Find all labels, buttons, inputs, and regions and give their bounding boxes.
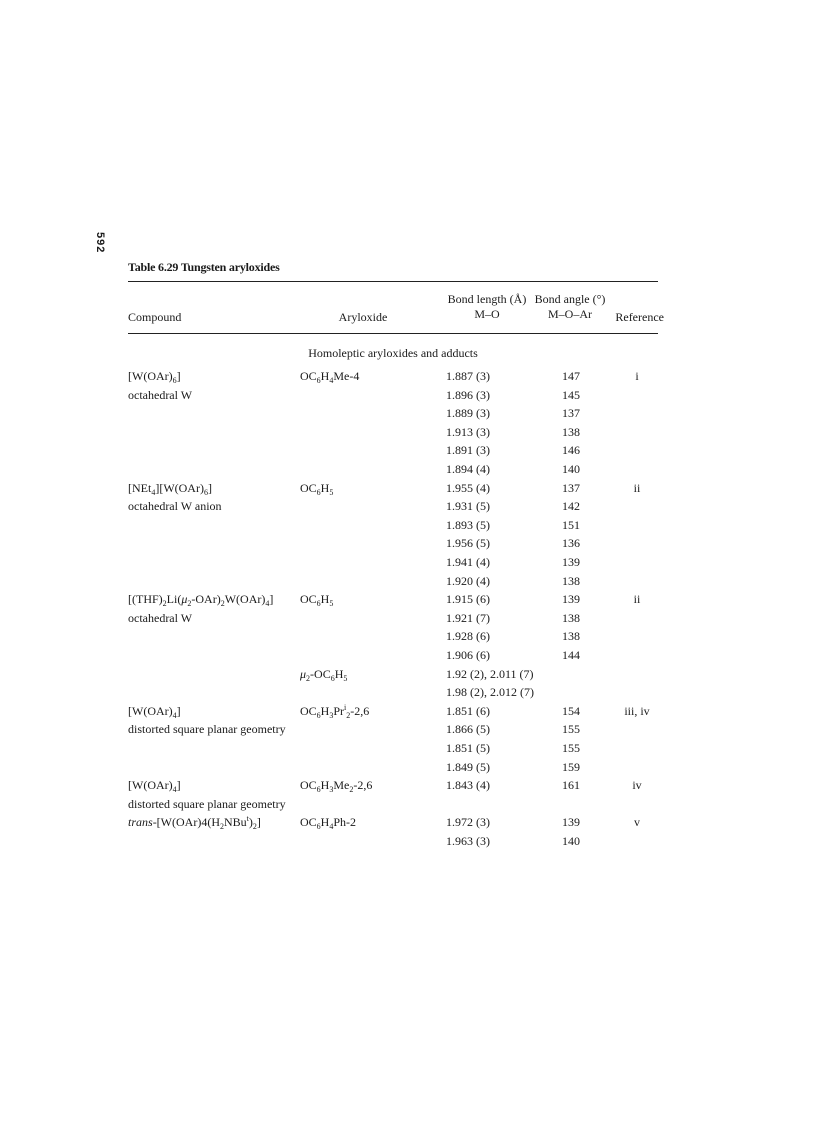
cell-reference: iv: [632, 778, 642, 793]
cell-bond-length: 1.891 (3): [446, 443, 490, 458]
cell-bond-length: 1.851 (6): [446, 703, 490, 718]
header-bond-angle-line1: Bond angle (°): [534, 292, 606, 306]
cell-bond-angle: 136: [562, 536, 580, 551]
cell-bond-angle: 147: [562, 369, 580, 383]
cell-compound: $[W(OAr)_4]$: [128, 703, 181, 720]
page-number: 592: [94, 232, 106, 254]
cell-bond-angle: 140: [562, 834, 580, 848]
table-top-rule: [128, 281, 658, 282]
cell-bond-angle: 144: [562, 648, 580, 662]
cell-compound: $[W(OAr)_6]$: [128, 369, 181, 385]
table-row: [128, 574, 658, 592]
cell-bond-length: 1.921 (7): [446, 610, 490, 625]
table-row: [128, 629, 658, 647]
table-row: [128, 388, 658, 406]
table-row: [128, 462, 658, 480]
cell-bond-angle: 139: [562, 815, 580, 830]
cell-bond-angle: 138: [562, 573, 580, 588]
table-caption: Table 6.29 Tungsten aryloxides: [128, 260, 280, 274]
cell-bond-angle: 161: [562, 778, 580, 793]
table-row: [128, 611, 658, 629]
cell-aryloxide: $OC_6H_3Me_2-2,6$: [300, 778, 373, 795]
table-row: [128, 778, 658, 796]
table-row: [128, 648, 658, 666]
cell-bond-angle: 138: [562, 424, 580, 439]
table-row: [128, 741, 658, 759]
cell-bond-angle: 138: [562, 610, 580, 625]
cell-bond-length: 1.894 (4): [446, 462, 490, 476]
cell-bond-angle: 137: [562, 480, 580, 495]
table-row: [128, 797, 658, 815]
table-row: [128, 369, 658, 387]
table-row: [128, 667, 658, 685]
cell-bond-length: 1.915 (6): [446, 592, 490, 607]
cell-aryloxide: $OC_6H_4Ph-2$: [300, 815, 357, 832]
table-row: [128, 536, 658, 554]
cell-bond-angle: 154: [562, 703, 580, 718]
table-row: [128, 443, 658, 461]
table-row: [128, 518, 658, 536]
cell-bond-angle: 142: [562, 499, 580, 514]
cell-bond-angle: 137: [562, 406, 580, 421]
table-row: [128, 499, 658, 517]
cell-compound: octahedral W: [128, 387, 193, 402]
cell-bond-angle: 159: [562, 759, 580, 774]
cell-reference: v: [634, 815, 640, 830]
cell-aryloxide: $OC_6H_5$: [300, 480, 334, 497]
table-row: [128, 406, 658, 424]
header-reference: Reference: [615, 310, 664, 324]
cell-compound: octahedral W anion: [128, 499, 222, 514]
table-row: [128, 592, 658, 610]
cell-bond-length: 1.843 (4): [446, 778, 490, 793]
cell-bond-length: 1.92 (2), 2.011 (7): [446, 666, 534, 681]
table-row: [128, 481, 658, 499]
cell-compound: distorted square planar geometry: [128, 722, 286, 737]
cell-bond-angle: 139: [562, 592, 580, 607]
cell-bond-length: 1.889 (3): [446, 406, 490, 421]
cell-aryloxide: $OC_6H_3Pr^i_2-2,6$: [300, 702, 370, 720]
header-bond-angle: [530, 292, 610, 322]
cell-aryloxide: $\mu_2-OC_6H_5$: [300, 666, 348, 683]
cell-bond-length: 1.896 (3): [446, 387, 490, 402]
cell-bond-length: 1.887 (3): [446, 369, 490, 383]
cell-compound: $[NEt_4][W(OAr)_6]$: [128, 480, 212, 497]
table-header-rule: [128, 333, 658, 334]
header-bond-angle-line2: M–O–Ar: [548, 307, 592, 321]
cell-compound: $[W(OAr)_4]$: [128, 778, 181, 795]
cell-compound: $[(THF)_2Li(\mu_2-OAr)_2W(OAr)_4]$: [128, 592, 274, 609]
cell-bond-length: 1.931 (5): [446, 499, 490, 514]
cell-bond-length: 1.920 (4): [446, 573, 490, 588]
cell-bond-angle: 155: [562, 741, 580, 755]
cell-reference: iii, iv: [624, 703, 650, 718]
cell-bond-length: 1.963 (3): [446, 834, 490, 848]
cell-bond-angle: 151: [562, 517, 580, 532]
cell-bond-length: 1.906 (6): [446, 648, 490, 662]
cell-reference: ii: [633, 592, 641, 607]
cell-compound: octahedral W: [128, 610, 193, 625]
cell-bond-length: 1.956 (5): [446, 536, 490, 551]
cell-bond-length: 1.866 (5): [446, 722, 490, 737]
cell-bond-length: 1.893 (5): [446, 517, 490, 532]
cell-bond-angle: 140: [562, 462, 580, 476]
header-bond-length: [437, 292, 537, 322]
cell-reference: ii: [633, 480, 641, 495]
table-row: [128, 555, 658, 573]
cell-bond-length: 1.972 (3): [446, 815, 490, 830]
cell-bond-length: 1.928 (6): [446, 629, 490, 644]
cell-bond-angle: 155: [562, 722, 580, 737]
header-bond-length-line1: Bond length (Å): [447, 292, 527, 306]
cell-compound: trans-$[W(OAr)4(H_2NBu^t)_2]$: [128, 814, 261, 832]
table-row: [128, 834, 658, 852]
cell-bond-length: 1.851 (5): [446, 741, 490, 755]
table-row: [128, 722, 658, 740]
cell-bond-angle: 145: [562, 387, 580, 402]
table-row: [128, 425, 658, 443]
header-compound: Compound: [128, 310, 182, 324]
cell-compound: distorted square planar geometry: [128, 796, 286, 811]
table-row: [128, 815, 658, 833]
cell-bond-angle: 146: [562, 443, 580, 458]
cell-bond-length: 1.941 (4): [446, 555, 490, 569]
cell-bond-length: 1.849 (5): [446, 759, 490, 774]
cell-aryloxide: $OC_6H_5$: [300, 592, 334, 609]
section-title: Homoleptic aryloxides and adducts: [308, 346, 478, 360]
table-row: [128, 685, 658, 703]
table-row: [128, 704, 658, 722]
cell-reference: i: [635, 369, 639, 383]
cell-bond-angle: 138: [562, 629, 580, 644]
table-row: [128, 760, 658, 778]
cell-bond-angle: 139: [562, 555, 580, 569]
cell-bond-length: 1.913 (3): [446, 424, 490, 439]
cell-aryloxide: $OC_6H_4Me-4$: [300, 369, 360, 385]
cell-bond-length: 1.98 (2), 2.012 (7): [446, 685, 534, 700]
header-bond-length-line2: M–O: [474, 307, 500, 321]
cell-bond-length: 1.955 (4): [446, 480, 490, 495]
header-aryloxide: Aryloxide: [338, 310, 388, 324]
